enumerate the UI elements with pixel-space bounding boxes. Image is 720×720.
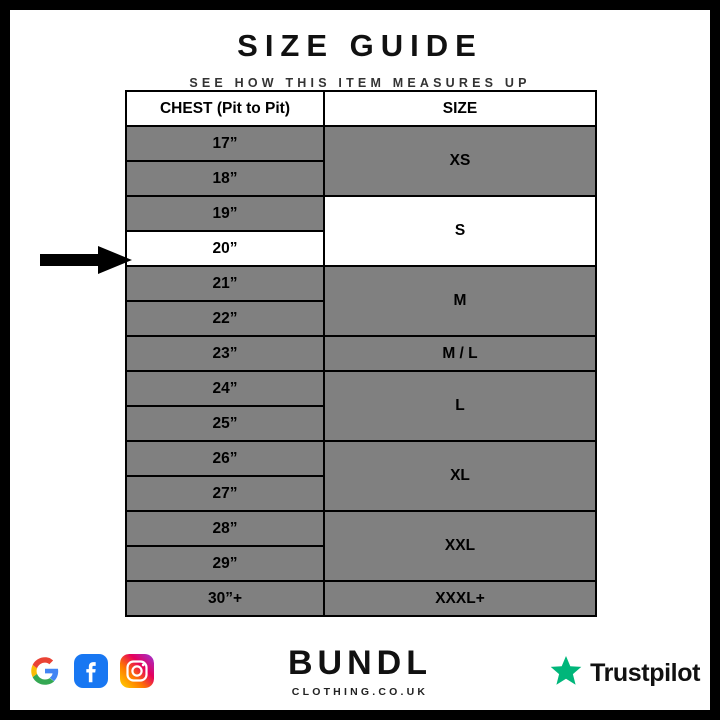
- chest-cell: 27”: [126, 476, 324, 511]
- table-row: [126, 511, 596, 546]
- size-table-wrapper: [125, 90, 595, 617]
- size-cell: XL: [324, 441, 596, 511]
- size-table: [125, 90, 597, 617]
- column-header-size: SIZE: [324, 91, 596, 126]
- chest-cell: 29”: [126, 546, 324, 581]
- chest-cell: 21”: [126, 266, 324, 301]
- brand-name: BUNDL: [288, 644, 432, 682]
- chest-cell-selected: 20”: [126, 231, 324, 266]
- table-row: [126, 336, 596, 371]
- chest-cell: 19”: [126, 196, 324, 231]
- chest-cell: 22”: [126, 301, 324, 336]
- chest-cell: 18”: [126, 161, 324, 196]
- size-cell: XXL: [324, 511, 596, 581]
- trustpilot-star-icon: [549, 654, 583, 693]
- table-row: [126, 196, 596, 231]
- facebook-icon[interactable]: [74, 654, 108, 688]
- trustpilot-label: Trustpilot: [590, 659, 700, 687]
- footer: [10, 638, 710, 710]
- size-cell: M: [324, 266, 596, 336]
- chest-cell: 30”+: [126, 581, 324, 616]
- page-subtitle: SEE HOW THIS ITEM MEASURES UP: [189, 76, 531, 90]
- size-guide-card: [10, 10, 710, 710]
- size-cell: L: [324, 371, 596, 441]
- table-row: [126, 441, 596, 476]
- table-row: [126, 266, 596, 301]
- size-cell: XXXL+: [324, 581, 596, 616]
- google-icon[interactable]: [28, 654, 62, 688]
- selected-size-arrow: [40, 246, 132, 274]
- social-links: [28, 654, 154, 688]
- chest-cell: 28”: [126, 511, 324, 546]
- size-cell: M / L: [324, 336, 596, 371]
- brand-logo: [288, 646, 432, 698]
- page-title: SIZE GUIDE: [237, 28, 483, 63]
- table-header-row: [126, 91, 596, 126]
- trustpilot-badge[interactable]: [549, 654, 700, 693]
- chest-cell: 23”: [126, 336, 324, 371]
- brand-website: CLOTHING.CO.UK: [291, 686, 429, 698]
- table-row: [126, 371, 596, 406]
- chest-cell: 17”: [126, 126, 324, 161]
- chest-cell: 26”: [126, 441, 324, 476]
- chest-cell: 25”: [126, 406, 324, 441]
- column-header-chest: CHEST (Pit to Pit): [126, 91, 324, 126]
- table-row: [126, 126, 596, 161]
- instagram-icon[interactable]: [120, 654, 154, 688]
- table-row: [126, 581, 596, 616]
- size-cell: XS: [324, 126, 596, 196]
- size-cell-selected: S: [324, 196, 596, 266]
- chest-cell: 24”: [126, 371, 324, 406]
